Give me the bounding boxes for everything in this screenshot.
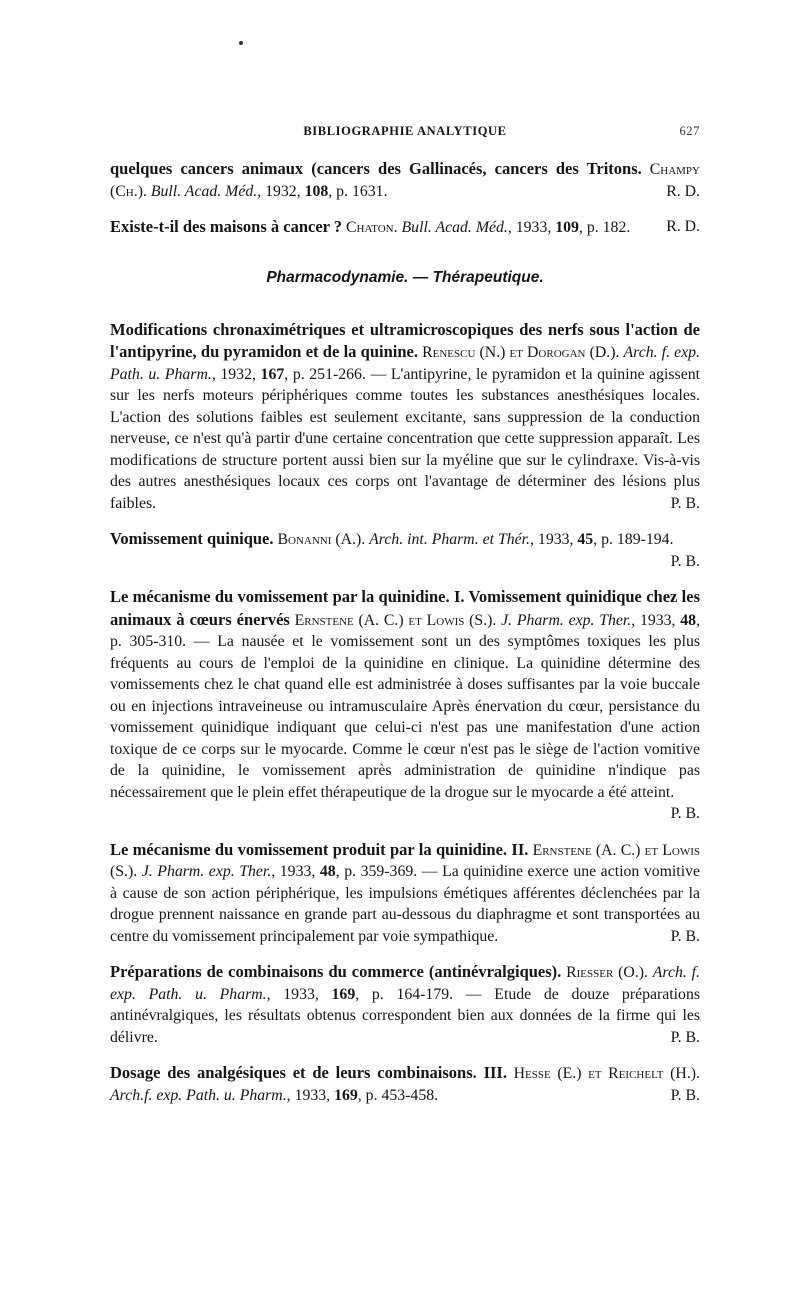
bibliography-entry — [110, 528, 700, 572]
entry-journal: Bull. Acad. Méd. — [150, 182, 258, 200]
entry-pages: , p. 189-194. — [593, 531, 674, 548]
entry-authors: Bonanni (A.). — [277, 531, 366, 548]
entry-title: quelques cancers animaux (cancers des Gallinacés, cancers des Tritons. — [110, 159, 642, 178]
entry-authors: Chaton. — [346, 219, 398, 236]
entry-initials: R. D. — [666, 182, 700, 200]
entry-year: , 1932, — [211, 365, 261, 383]
entry-volume: 169 — [331, 985, 356, 1003]
entry-abstract: Etude de douze préparations antinévralgiques, les résultats obtenus correspondent bien aux données de la firme qui les délivre. — [110, 985, 700, 1046]
entry-initials: R. D. — [666, 218, 700, 235]
entry-journal: Arch. int. Pharm. et Thér. — [369, 531, 531, 548]
entry-volume: 48 — [319, 863, 336, 880]
entry-initials: P. B. — [670, 1086, 700, 1104]
page-number: 627 — [679, 124, 700, 138]
entry-journal: Bull. Acad. Méd. — [401, 219, 508, 236]
entry-volume: 167 — [260, 365, 285, 383]
entry-pages: , p. 182. — [578, 219, 631, 236]
printer-mark — [239, 41, 243, 45]
entry-title: Dosage des analgésiques et de leurs combinaisons. III. — [110, 1063, 507, 1082]
entry-pages: , p. 164-179. — — [355, 985, 495, 1003]
entry-title: Préparations de combinaisons du commerce (antinévralgiques). — [110, 962, 562, 981]
entry-pages: , p. 453-458. — [357, 1086, 439, 1104]
entry-volume: 45 — [577, 531, 594, 548]
entry-year: , 1933, — [530, 531, 578, 548]
entry-pages: , p. 1631. — [328, 182, 388, 200]
entry-volume: 48 — [680, 611, 697, 629]
entry-title: Vomissement quinique. — [110, 529, 274, 548]
entry-abstract: La quinidine exerce une action vomitive à cause de son action périphérique, les impulsions émétiques afférentes déclenchées par la drogue prennent naissance en grande part au-dessous du diaphragme et sont transportées au centre du vomissement principalement par voie sympathique. — [110, 863, 700, 945]
entry-abstract: L'antipyrine, le pyramidon et la quinine agissent sur les nerfs moteurs périphériques comme toutes les substances anesthésiques locales. L'action des solutions faibles est seulement excitante, sans suppression de la conduction nerveuse, ce n'est qu'à partir d'une certaine concentration que cette suppression apparaît. Les modifications de structure portent aussi bien sur la myéline que sur le cylindraxe. Vis-à-vis des autres anesthésiques locaux ces corps ont l'avantage de déterminer des lésions plus faibles. — [110, 365, 700, 512]
entry-pages: , p. 251-266. — — [284, 365, 391, 383]
entry-year: , 1933, — [507, 219, 556, 236]
entry-year: , 1932, — [257, 182, 305, 200]
entry-abstract: La nausée et le vomissement sont un des symptômes toxiques les plus fréquents au cours de l'emploi de la quinidine en clinique. La quinidine détermine des vomissements chez le chat quand elle est administrée à doses suffisantes par la voie buccale ou en injections intraveineuse ou intramusculaire Après énervation du cœur, persistance du vomissement quinidique indiquant que celui-ci n'est pas une manifestation d'une action toxique de ce corps sur le myocarde. Comme le cœur n'est pas le siège de l'action vomitive de la quinidine, le vomissement après administration de quinidine n'indique pas nécessairement que le plein effet thérapeutique de la drogue sur le myocarde a été atteint. — [110, 633, 701, 801]
entry-title: Le mécanisme du vomissement produit par la quinidine. II. — [110, 839, 529, 859]
entry-volume: 169 — [334, 1086, 358, 1104]
running-head — [110, 124, 700, 146]
bibliography-entry — [110, 839, 700, 948]
entry-volume: 108 — [304, 182, 329, 200]
bibliography-entry — [110, 158, 700, 202]
entry-journal: J. Pharm. exp. Ther. — [141, 863, 272, 880]
entry-authors: Riesser (O.). — [566, 964, 648, 981]
entry-authors: Ernstene (A. C.) et Lowis (S.). — [110, 841, 700, 880]
entry-initials: P. B. — [670, 805, 700, 822]
entry-year: , 1933, — [271, 863, 320, 880]
entry-journal: Arch. f. exp. Path. u. Pharm. — [110, 964, 700, 1003]
entry-initials: P. B. — [670, 927, 700, 945]
bibliography-entry — [110, 586, 700, 825]
bibliography-entry — [110, 319, 700, 515]
section-heading: Pharmacodynamie. — Thérapeutique. — [266, 268, 544, 286]
entry-initials: P. B. — [670, 552, 700, 570]
bibliography-entry — [110, 961, 700, 1048]
bibliography-entry — [110, 1062, 700, 1106]
entry-year: , 1933, — [631, 611, 681, 629]
entry-authors: Champy (Ch.). — [110, 161, 700, 200]
page-body — [110, 124, 700, 1120]
entry-journal: Arch. f. exp. Path. u. Pharm. — [110, 344, 700, 383]
entry-initials: P. B. — [670, 1028, 700, 1046]
entry-title: Modifications chronaximétriques et ultramicroscopiques des nerfs sous l'action de l'antipyrine, du pyramidon et de la quinine. — [110, 319, 700, 361]
entry-authors: Ernstene (A. C.) et Lowis (S.). — [294, 611, 497, 629]
entry-authors: Hesse (E.) et Reichelt (H.). — [513, 1065, 700, 1082]
entry-authors: Renescu (N.) et Dorogan (D.). — [422, 344, 620, 361]
entry-journal: J. Pharm. exp. Ther. — [501, 611, 632, 629]
entry-title: Existe-t-il des maisons à cancer ? — [110, 217, 343, 236]
entry-volume: 109 — [555, 219, 579, 236]
entry-initials: P. B. — [670, 494, 700, 512]
entry-title: Le mécanisme du vomissement par la quinidine. I. Vomissement quinidique chez les animaux à cœurs énervés — [110, 587, 700, 629]
entry-pages: , p. 359-369. — — [335, 863, 443, 880]
running-head-title: BIBLIOGRAPHIE ANALYTIQUE — [303, 124, 507, 138]
entry-year: , 1933, — [286, 1086, 335, 1104]
bibliography-entry — [110, 216, 700, 239]
entry-journal: Arch.f. exp. Path. u. Pharm. — [110, 1086, 287, 1104]
entry-pages: , p. 305-310. — — [110, 611, 701, 650]
entry-year: , 1933, — [266, 985, 332, 1003]
